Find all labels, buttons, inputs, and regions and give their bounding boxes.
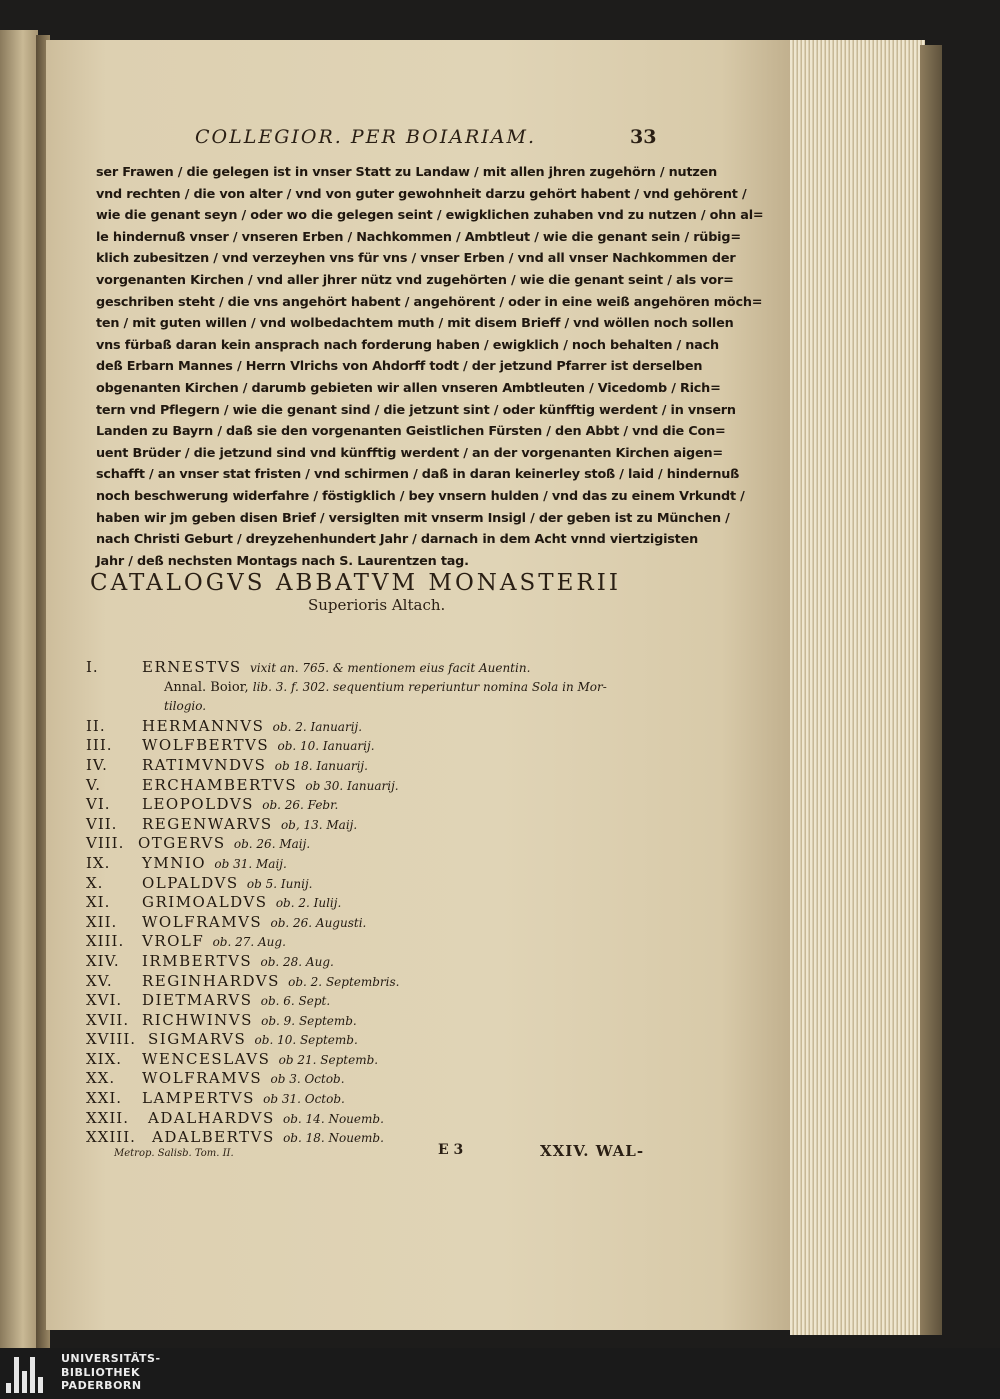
list-item [86,776,706,796]
abbot-name: ERCHAMBERTVS [142,775,298,794]
abbot-name-line [148,1030,358,1051]
text-line: vnd rechten / die von alter / vnd von guter gewohnheit darzu gehört habent / vnd gehörent / [96,186,747,202]
text-line: geschriben steht / die vns angehört habent / angehörent / oder in eine weiß angehören möch= [96,294,763,310]
abbot-number: XXII. [86,1108,129,1127]
abbot-name-line [142,1011,357,1032]
abbot-name-line [142,736,375,757]
library-name-line: PADERBORN [61,1379,142,1392]
abbot-number: I. [86,658,99,676]
abbot-name-line [142,932,286,953]
abbot-name: WOLFRAMVS [142,1069,263,1088]
text-line: uent Brüder / die jetzund sind vnd künfftig werdent / an der vorgenanten Kirchen aigen= [96,445,723,461]
list-item [86,717,706,737]
abbot-note-continuation [86,697,706,717]
list-item [86,991,706,1011]
abbot-name: RICHWINVS [142,1010,253,1029]
abbot-name: LAMPERTVS [142,1089,255,1108]
abbot-note: ob 18. Ianuarij. [274,758,368,773]
list-item [86,1050,706,1070]
abbot-name: GRIMOALDVS [142,893,268,912]
signature-mark: Metrop. Salisb. Tom. II. [114,1148,234,1159]
abbot-name-line [142,972,399,993]
abbot-number: VIII. [86,834,125,853]
abbot-name-line [142,1069,345,1090]
continuation-text: tilogio. [164,699,207,714]
abbot-number: II. [86,716,106,735]
abbot-name: WOLFRAMVS [142,912,263,931]
cover-edge [920,45,942,1335]
library-name [61,1352,161,1393]
abbot-name: WENCESLAVS [142,1049,271,1068]
list-item [86,1011,706,1031]
abbot-name-line [142,815,357,836]
list-item [86,834,706,854]
list-item [86,893,706,913]
abbot-note: ob. 27. Aug. [212,935,286,950]
abbot-note: ob. 28. Aug. [260,954,334,969]
text-line: wie die genant seyn / oder wo die gelegen seint / ewigklichen zuhaben vnd zu nutzen / ohn al= [96,208,764,224]
abbot-name-line [142,854,287,875]
abbot-name-line [142,658,530,679]
abbot-name-line [142,893,341,914]
abbot-list [86,658,706,1148]
abbot-name-line [152,1128,384,1149]
text-line: obgenanten Kirchen / darumb gebieten wir allen vnseren Ambtleuten / Vicedomb / Rich= [96,380,721,396]
text-line: ser Frawen / die gelegen ist in vnser Statt zu Landaw / mit allen jhren zugehörn / nutzen [96,165,718,180]
abbot-name: IRMBERTVS [142,951,253,970]
abbot-note: ob. 2. Septembris. [288,974,400,989]
left-page-edge [0,30,38,1348]
abbot-name-line [142,776,399,797]
abbot-number: XV. [86,971,113,990]
text-line: vorgenanten Kirchen / vnd aller jhrer nütz vnd zugehörten / wie die genant seint / als vor= [96,272,734,288]
abbot-note: ob 30. Ianuarij. [305,778,399,793]
running-head [195,126,665,154]
text-line: nach Christi Geburt / dreyzehenhundert Jahr / darnach in dem Acht vnnd viertzigisten [96,532,698,548]
text-line: Jahr / deß nechsten Montags nach S. Laurentzen tag. [96,553,469,569]
abbot-note: ob, 13. Maij. [280,817,358,832]
text-line: le hindernuß vnser / vnseren Erben / Nachkommen / Ambtleut / wie die genant sein / rübig= [96,229,741,245]
abbot-name-line [142,991,330,1012]
list-item [86,815,706,835]
list-item [86,795,706,815]
list-item [86,913,706,933]
abbot-note: ob. 10. Ianuarij. [277,739,375,754]
list-item [86,854,706,874]
abbot-note-continuation [86,678,706,698]
abbot-name-line [148,1109,384,1130]
abbot-number: XXIII. [86,1128,136,1147]
abbot-number: XXI. [86,1089,123,1108]
continuation-source: Annal. Boior, [164,679,249,695]
abbot-number: X. [86,873,104,892]
library-name-line: BIBLIOTHEK [61,1365,141,1379]
abbot-note: vixit an. 765. & mentionem eius facit Auentin. [250,661,531,675]
abbot-note: ob 31. Maij. [214,856,287,871]
abbot-note: ob. 14. Nouemb. [283,1111,384,1126]
text-line: vns fürbaß daran kein ansprach nach forderung haben / ewigklich / noch behalten / nach [96,337,719,353]
abbot-name-line [142,1050,378,1071]
abbot-note: ob. 2. Iulij. [275,896,342,911]
abbot-name-line [142,1089,345,1110]
abbot-number: XIII. [86,932,125,951]
library-logo-icon [0,1348,52,1399]
abbot-name: VROLF [142,932,205,951]
abbot-number: VI. [86,795,111,814]
list-item [86,874,706,894]
abbot-name: REGENWARVS [142,814,273,833]
charter-text [96,162,764,572]
page-block-edges [790,40,925,1335]
abbot-number: XIX. [86,1049,123,1068]
abbot-note: ob. 9. Septemb. [261,1013,357,1028]
abbot-name: ADALBERTVS [152,1128,275,1147]
list-item [86,756,706,776]
abbot-number: XIV. [86,951,120,970]
abbot-number: XVIII. [86,1030,137,1049]
abbot-name: WOLFBERTVS [142,736,270,755]
text-line: klich zubesitzen / vnd verzeyhen vns für vns / vnser Erben / vnd all vnser Nachkommen der [96,251,736,267]
abbot-note: ob. 26. Febr. [262,798,339,813]
list-item [86,658,706,678]
list-item [86,1089,706,1109]
list-item [86,932,706,952]
abbot-name: SIGMARVS [148,1030,247,1049]
abbot-name: RATIMVNDVS [142,755,267,774]
abbot-number: IX. [86,853,111,872]
abbot-number: XII. [86,912,118,931]
abbot-number: III. [86,736,113,755]
text-line: noch beschwerung widerfahre / föstigklich / bey vnsern hulden / vnd das zu einem Vrkundt / [96,488,745,504]
abbot-note: ob. 10. Septemb. [254,1033,358,1048]
abbot-name-line [142,874,312,895]
abbot-name-line [142,717,362,738]
abbot-number: IV. [86,755,108,774]
text-line: haben wir jm geben disen Brief / versiglten mit vnserm Insigl / der geben ist zu München / [96,510,730,526]
abbot-note: ob 21. Septemb. [278,1052,379,1067]
abbot-name: HERMANNVS [142,716,265,735]
abbot-note: ob. 26. Augusti. [270,915,367,930]
abbot-number: VII. [86,814,118,833]
list-item [86,1030,706,1050]
page-number: 33 [630,126,657,148]
list-item [86,736,706,756]
abbot-note: ob. 2. Ianuarij. [272,719,363,734]
text-line: Landen zu Bayrn / daß sie den vorgenanten Geistlichen Fürsten / den Abbt / vnd die Con= [96,424,726,440]
library-footer [0,1348,1000,1399]
continuation-text: lib. 3. f. 302. sequentium reperiuntur nomina Sola in Mor- [252,679,607,694]
catchword: XXIV. WAL- [540,1142,645,1160]
abbot-number: XI. [86,893,111,912]
abbot-name-line [142,913,366,934]
abbot-name: DIETMARVS [142,991,253,1010]
abbot-name: LEOPOLDVS [142,795,254,814]
abbot-name: YMNIO [142,853,207,872]
text-line: schafft / an vnser stat fristen / vnd schirmen / daß in daran keinerley stoß / laid / hindernuß [96,467,740,483]
abbot-number: XX. [86,1069,116,1088]
text-line: ten / mit guten willen / vnd wolbedachtem muth / mit disem Brieff / vnd wöllen noch sollen [96,316,734,332]
list-item [86,972,706,992]
abbot-name: ERNESTVS [142,658,242,676]
abbot-note: ob. 6. Sept. [260,994,331,1009]
abbot-note: ob. 18. Nouemb. [283,1131,384,1146]
abbot-name: REGINHARDVS [142,971,280,990]
abbot-name: ADALHARDVS [148,1108,275,1127]
abbot-number: V. [86,775,101,794]
abbot-note: ob 5. Iunij. [246,876,313,891]
text-line: tern vnd Pflegern / wie die genant sind / die jetzunt sint / oder künfftig werdent / in vnsern [96,402,736,418]
library-name-line: UNIVERSITÄTS- [61,1352,161,1365]
abbot-note: ob. 26. Maij. [233,837,311,852]
catalog-subtitle: Superioris Altach. [308,596,446,614]
abbot-name: OLPALDVS [142,873,239,892]
catalog-title: CATALOGVS ABBATVM MONASTERII [90,570,621,596]
list-item [86,952,706,972]
text-line: deß Erbarn Mannes / Herrn Vlrichs von Ahdorff todt / der jetzund Pfarrer ist derselben [96,359,703,375]
abbot-name-line [142,756,368,777]
list-item [86,1069,706,1089]
abbot-note: ob 3. Octob. [270,1072,345,1087]
abbot-name: OTGERVS [138,834,226,853]
running-head-title: COLLEGIOR. PER BOIARIAM. [195,126,537,148]
abbot-number: XVII. [86,1010,130,1029]
list-item [86,1109,706,1129]
abbot-number: XVI. [86,991,123,1010]
gathering-mark: E 3 [438,1142,464,1158]
abbot-name-line [142,795,338,816]
abbot-name-line [138,834,310,855]
abbot-note: ob 31. Octob. [263,1092,345,1107]
abbot-name-line [142,952,334,973]
